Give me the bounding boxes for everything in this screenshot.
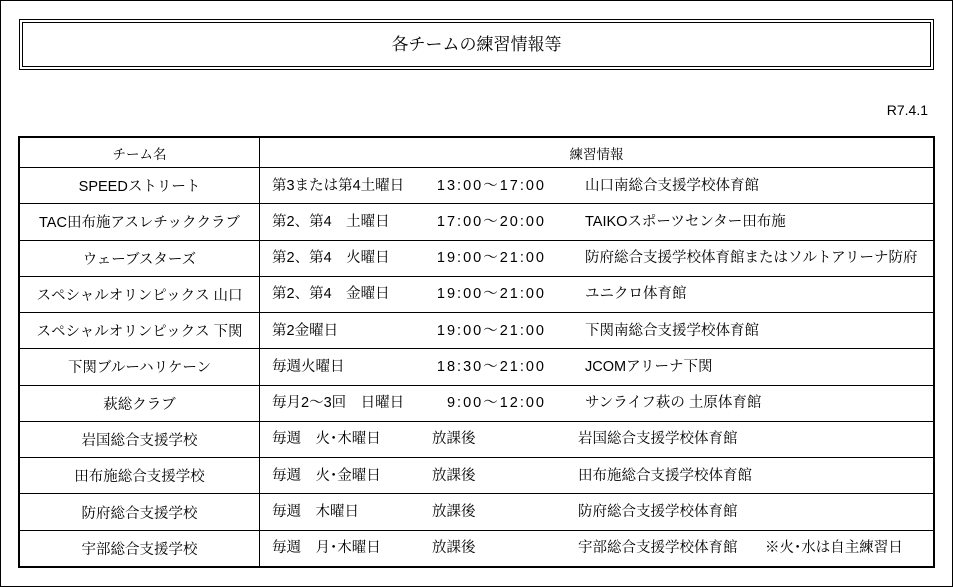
practice-schedule: 毎週 月･木曜日 [272, 540, 381, 557]
practice-venue: 防府総合支援学校体育館またはソルトアリーナ防府 [585, 249, 918, 266]
practice-info-cell [260, 531, 933, 566]
practice-time: 放課後 [432, 431, 476, 448]
practice-time: 19:00～21:00 [436, 322, 546, 339]
practice-schedule: 第2、第4 金曜日 [272, 286, 390, 303]
table-row [20, 386, 933, 422]
team-name: 宇部総合支援学校 [81, 541, 198, 558]
practice-time: 放課後 [432, 467, 476, 484]
practice-schedule: 毎月2～3回 日曜日 [272, 394, 405, 411]
team-name: 萩総クラブ [103, 396, 176, 413]
table-row [20, 531, 933, 566]
practice-info-cell [260, 494, 933, 529]
practice-schedule: 毎週火曜日 [272, 358, 345, 375]
practice-info-cell [260, 313, 933, 348]
practice-schedule: 第2、第4 土曜日 [272, 213, 390, 230]
practice-table [18, 136, 935, 568]
table-row [20, 458, 933, 494]
team-name-cell [20, 241, 260, 276]
practice-venue: サンライフ萩の 土原体育館 [585, 394, 762, 411]
team-name-cell [20, 349, 260, 384]
practice-time: 19:00～21:00 [436, 249, 546, 266]
table-row [20, 241, 933, 277]
practice-venue: ユニクロ体育館 [585, 286, 687, 303]
team-name-cell [20, 168, 260, 203]
practice-venue: JCOMアリーナ下関 [585, 358, 713, 375]
practice-info-cell [260, 168, 933, 203]
practice-schedule: 第3または第4土曜日 [272, 177, 405, 194]
team-name-cell [20, 313, 260, 348]
practice-venue: 岩国総合支援学校体育館 [578, 431, 738, 448]
table-row [20, 277, 933, 313]
team-name-cell [20, 531, 260, 566]
team-name-cell [20, 277, 260, 312]
practice-time: 放課後 [432, 503, 476, 520]
practice-time: 放課後 [432, 540, 476, 557]
header-practice-info: 練習情報 [569, 146, 624, 162]
table-header-row [20, 138, 933, 168]
practice-schedule: 毎週 火･金曜日 [272, 467, 381, 484]
title-box [19, 19, 934, 70]
practice-venue: 田布施総合支援学校体育館 [578, 467, 752, 484]
practice-venue: TAIKOスポーツセンター田布施 [585, 213, 786, 230]
practice-info-cell [260, 386, 933, 421]
practice-time: 19:00～21:00 [436, 286, 546, 303]
table-row [20, 494, 933, 530]
practice-time: 17:00～20:00 [436, 213, 546, 230]
team-name: スペシャルオリンピックス 下関 [36, 324, 243, 341]
practice-info-cell [260, 277, 933, 312]
practice-time: 9:00～12:00 [446, 394, 546, 411]
team-name-cell [20, 204, 260, 239]
practice-venue: 山口南総合支援学校体育館 [585, 177, 759, 194]
practice-venue: 宇部総合支援学校体育館 [578, 540, 738, 557]
team-name: SPEEDストリート [78, 179, 201, 196]
practice-schedule: 第2、第4 火曜日 [272, 249, 390, 266]
practice-note: ※火･水は自主練習日 [765, 540, 903, 557]
team-name: 下関ブルーハリケーン [67, 360, 212, 377]
team-name: 田布施総合支援学校 [74, 469, 205, 486]
table-row [20, 313, 933, 349]
practice-schedule: 第2金曜日 [272, 322, 339, 339]
practice-info-cell [260, 458, 933, 493]
page-title: 各チームの練習情報等 [391, 35, 562, 54]
practice-info-cell [260, 349, 933, 384]
table-row [20, 168, 933, 204]
practice-venue: 防府総合支援学校体育館 [578, 503, 738, 520]
table-row [20, 204, 933, 240]
practice-time: 18:30～21:00 [436, 358, 546, 375]
practice-schedule: 毎週 火･木曜日 [272, 431, 381, 448]
team-name: スペシャルオリンピックス 山口 [36, 287, 243, 304]
team-name: TAC田布施アスレチッククラブ [39, 215, 240, 232]
table-row [20, 349, 933, 385]
team-name-cell [20, 494, 260, 529]
table-row [20, 422, 933, 458]
team-name-cell [20, 386, 260, 421]
practice-info-cell [260, 422, 933, 457]
team-name-cell [20, 422, 260, 457]
practice-info-cell [260, 204, 933, 239]
team-name: 岩国総合支援学校 [81, 432, 198, 449]
revision-date: R7.4.1 [886, 102, 928, 118]
team-name: ウェーブスターズ [82, 251, 197, 268]
team-name: 防府総合支援学校 [81, 505, 198, 522]
team-name-cell [20, 458, 260, 493]
practice-time: 13:00～17:00 [436, 177, 546, 194]
header-team-name: チーム名 [20, 138, 260, 167]
practice-info-cell [260, 241, 933, 276]
practice-schedule: 毎週 木曜日 [272, 503, 359, 520]
practice-venue: 下関南総合支援学校体育館 [585, 322, 759, 339]
